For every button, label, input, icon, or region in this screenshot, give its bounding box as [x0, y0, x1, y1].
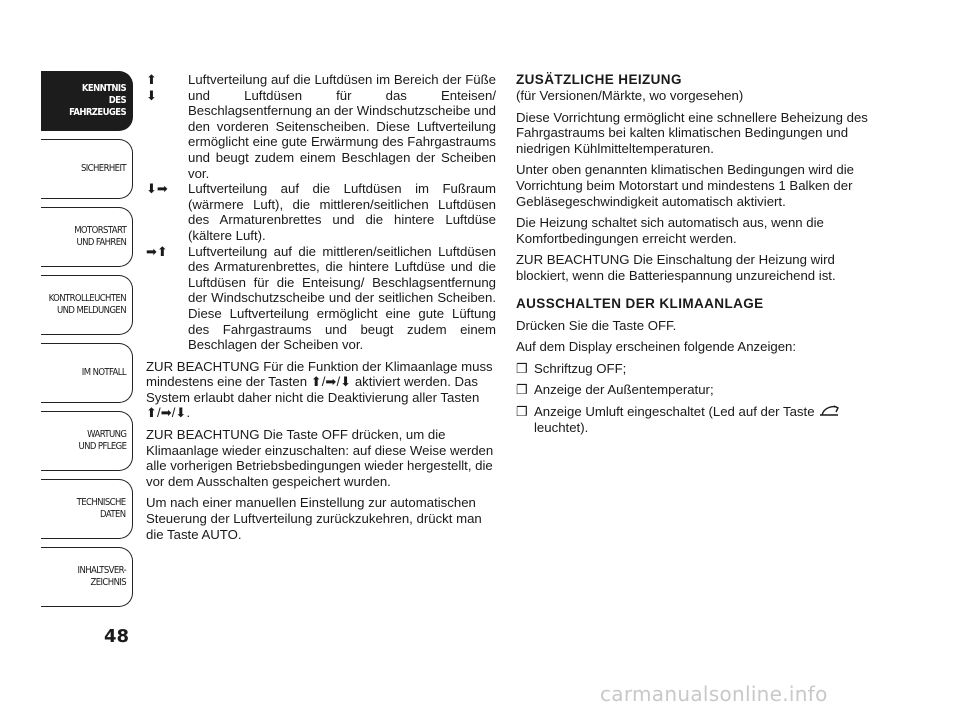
left-column	[146, 72, 496, 548]
tab-label: KENNTNIS DES FAHRZEUGES	[69, 83, 126, 118]
list-item	[146, 72, 496, 181]
subtitle: (für Versionen/Märkte, wo vorgesehen)	[516, 88, 744, 103]
checkbox-bullet-icon: ❒	[516, 403, 528, 419]
item-text: Luftverteilung auf die mittleren/seitlichen Luftdüsen des Armaturenbrettes, die hintere Luftdüse und die Luftdüsen für die Enteisung/ Beschlagsentfernung der Windschutzscheibe und der seitlichen Scheiben. Diese Luftverteilung ermöglicht eine gute Lüftung des Fahrgastraums und beugt zudem einem Beschlagen der Scheiben vor.	[188, 243, 496, 353]
list-text-part: leuchtet).	[534, 419, 589, 435]
list-item	[146, 181, 496, 243]
arrows-icon: ⬆/➡/⬇	[146, 405, 187, 421]
paragraph: Die Heizung schaltet sich automatisch aus, wenn die Komfortbedingungen erreicht werden.	[516, 215, 824, 246]
arrow-down-right-icon: ⬇➡	[146, 181, 168, 197]
tab-kenntnis[interactable]	[41, 71, 133, 131]
watermark: carmanualsonline.info	[600, 682, 828, 706]
section-heading: AUSSCHALTEN DER KLIMAANLAGE	[516, 295, 764, 311]
right-column	[516, 72, 876, 441]
note-paragraph	[146, 359, 496, 421]
paragraph: Auf dem Display erscheinen folgende Anzeigen:	[516, 339, 797, 355]
note-text: ZUR BEACHTUNG Für die Funktion der Klimaanlage muss mindestens eine der Tasten	[146, 358, 493, 390]
tab-technische-daten[interactable]	[41, 479, 133, 539]
item-text: Luftverteilung auf die Luftdüsen im Fußraum (wärmere Luft), die mittleren/seitlichen Luftdüsen des Armaturenbrettes und die hintere Luftdüse (kältere Luft).	[188, 181, 496, 243]
paragraph: ZUR BEACHTUNG Die Einschaltung der Heizung wird blockiert, wenn die Batteriespannung unzureichend ist.	[516, 252, 836, 283]
checkbox-bullet-icon: ❒	[516, 360, 528, 376]
checkbox-bullet-icon: ❒	[516, 382, 528, 398]
arrows-icon: ⬆/➡/⬇	[310, 374, 352, 390]
arrow-right-up-icon: ➡⬆	[146, 243, 168, 259]
list-text: Anzeige der Außentemperatur;	[534, 382, 714, 398]
recirculation-icon	[818, 405, 842, 417]
tab-label: INHALTSVER- ZEICHNIS	[77, 565, 126, 588]
note-text: .	[186, 405, 191, 421]
list-item	[516, 404, 876, 435]
chapter-tabs	[41, 71, 133, 615]
tab-motorstart[interactable]	[41, 207, 133, 267]
tab-label: IM NOTFALL	[81, 367, 126, 378]
list-item	[516, 361, 876, 377]
tab-label: SICHERHEIT	[80, 163, 126, 174]
list-text	[534, 404, 876, 435]
tab-sicherheit[interactable]	[41, 139, 133, 199]
list-item	[516, 382, 876, 398]
list-item	[146, 244, 496, 353]
note-text: aktiviert werden. Das System erlaubt daher nicht die Deaktivierung aller Tasten	[146, 374, 480, 405]
arrow-up-down-icon: ⬆ ⬇	[146, 72, 157, 103]
list-text: Schriftzug OFF;	[534, 360, 627, 376]
tab-wartung[interactable]	[41, 411, 133, 471]
tab-label: KONTROLLEUCHTEN UND MELDUNGEN	[48, 293, 126, 316]
tab-kontrolleuchten[interactable]	[41, 275, 133, 335]
tab-label: TECHNISCHE DATEN	[77, 497, 126, 520]
note-paragraph: ZUR BEACHTUNG Die Taste OFF drücken, um die Klimaanlage wieder einzuschalten: auf diese Weise werden alle vorherigen Betriebsbedingungen wieder hergestellt, die vor dem Ausschalten gespeichert wurden.	[146, 427, 494, 489]
tab-label: WARTUNG UND PFLEGE	[78, 429, 126, 452]
tab-notfall[interactable]	[41, 343, 133, 403]
item-text: Luftverteilung auf die Luftdüsen im Bereich der Füße und Luftdüsen für das Enteisen/ Beschlagsentfernung an der Windschutzscheibe und den vorderen Seitenscheiben. Diese Luftverteilung ermöglicht eine gute Erwärmung des Fahrgastraums und beugt zudem einem Beschlagen der Scheiben vor.	[188, 72, 496, 181]
paragraph: Um nach einer manuellen Einstellung zur automatischen Steuerung der Luftverteilung zurückzukehren, drückt man die Taste AUTO.	[146, 495, 482, 542]
page-number: 48	[104, 626, 130, 647]
paragraph: Drücken Sie die Taste OFF.	[516, 317, 677, 333]
section-heading: ZUSÄTZLICHE HEIZUNG	[516, 72, 682, 87]
paragraph: Unter oben genannten klimatischen Bedingungen wird die Vorrichtung beim Motorstart und mindestens 1 Balken der Gebläsegeschwindigkeit automatisch aktiviert.	[516, 162, 854, 209]
paragraph: Diese Vorrichtung ermöglicht eine schnellere Beheizung des Fahrgastraums bei kalten klimatischen Bedingungen und niedrigen Kühlmitteltemperaturen.	[516, 109, 868, 156]
list-text-part: Anzeige Umluft eingeschaltet (Led auf der Taste	[534, 403, 819, 419]
tab-label: MOTORSTART UND FAHREN	[73, 225, 126, 248]
tab-inhaltsverzeichnis[interactable]	[41, 547, 133, 607]
